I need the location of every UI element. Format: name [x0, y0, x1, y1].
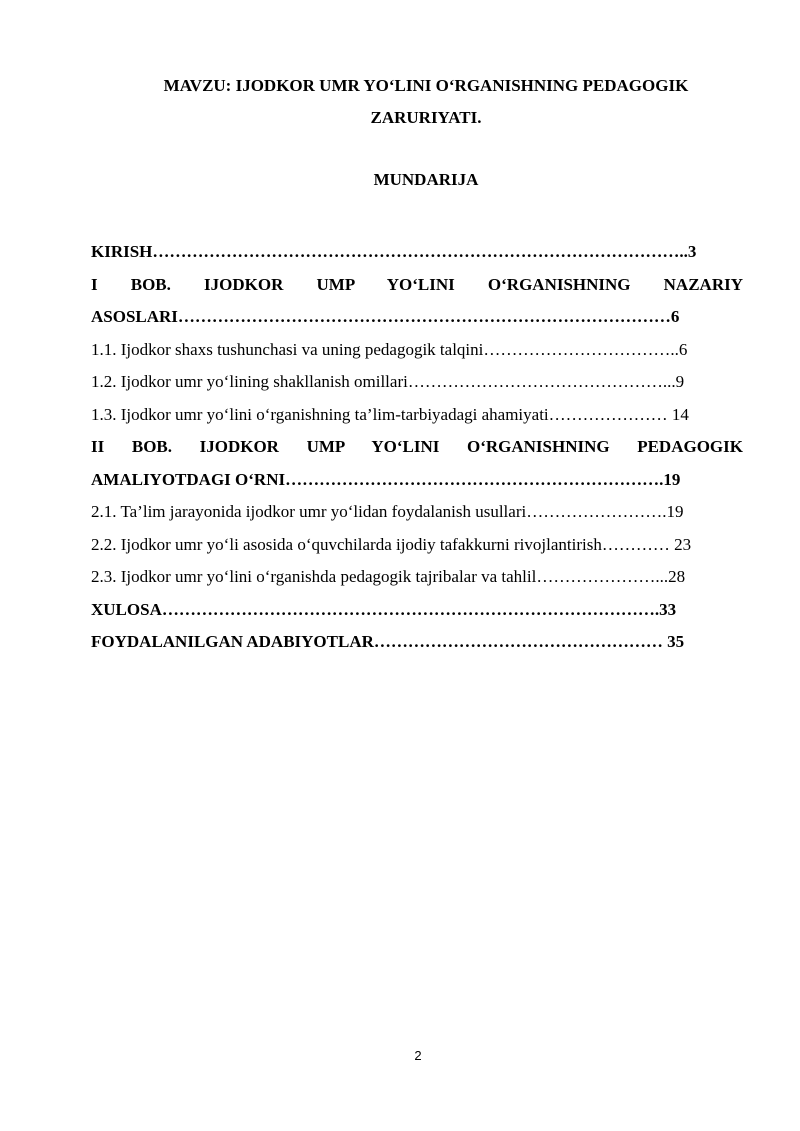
page-number: 2: [414, 1048, 422, 1063]
title-line-2: ZARURIYATI.: [370, 108, 482, 127]
toc-entry-2-3: 2.3. Ijodkor umr yo‘lini o‘rganishda pedagogik tajribalar va tahlil…………………...28: [91, 567, 686, 586]
document-title: [91, 70, 743, 134]
toc-entry-1-2: 1.2. Ijodkor umr yo‘lining shakllanish omillari………………………………………...9: [91, 372, 685, 391]
toc-entry-2-1: 2.1. Ta’lim jarayonida ijodkor umr yo‘lidan foydalanish usullari…………………….19: [91, 502, 684, 521]
toc-entry-1-3: 1.3. Ijodkor umr yo‘lini o‘rganishning ta’lim-tarbiyadagi ahamiyati………………… 14: [91, 404, 689, 424]
document-page: [91, 70, 743, 659]
toc-entry-xulosa: XULOSA…………………………………………………………………………….33: [91, 599, 677, 619]
toc-entry-2-2: 2.2. Ijodkor umr yo‘li asosida o‘quvchilarda ijodiy tafakkurni rivojlantirish………… 23: [91, 534, 692, 554]
toc-entry-chapter-1: I BOB. IJODKOR UMP YO‘LINI O‘RGANISHNING NAZARIY ASOSLARI……………………………………………………………………………6: [91, 274, 743, 326]
toc-entry-chapter-2: II BOB. IJODKOR UMP YO‘LINI O‘RGANISHNING PEDAGOGIK AMALIYOTDAGI O‘RNI………………………………………………………….19: [91, 437, 743, 489]
title-line-1: MAVZU: IJODKOR UMR YO‘LINI O‘RGANISHNING PEDAGOGIK: [163, 76, 689, 95]
toc-entry-references: FOYDALANILGAN ADABIYOTLAR…………………………………………… 35: [91, 632, 685, 651]
contents-heading: MUNDARIJA: [373, 170, 479, 189]
toc-entry-1-1: 1.1. Ijodkor shaxs tushunchasi va uning pedagogik talqini……………………………..6: [91, 339, 688, 359]
toc-entry-kirish: KIRISH…………………………………………………………………………………..3: [91, 242, 697, 261]
table-of-contents: [91, 236, 743, 659]
